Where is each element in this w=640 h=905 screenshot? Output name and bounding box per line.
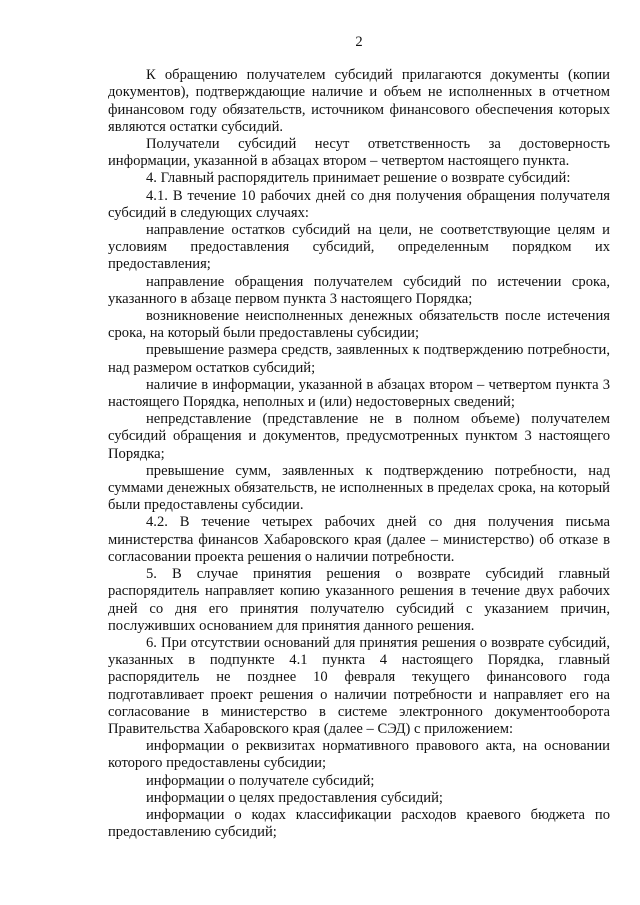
- paragraph-attachment-goals: информации о целях предоставления субсидий;: [146, 789, 443, 806]
- paragraph-attachment-recipient: информации о получателе субсидий;: [146, 772, 375, 789]
- paragraph-item-4-2: 4.2. В течение четырех рабочих дней со дня получения письма министерства финансов Хабаровского края (далее – министерство) об отказе в согласовании проекта решения о наличии потребности.: [108, 514, 610, 565]
- paragraph-case-sums: превышение сумм, заявленных к подтверждению потребности, над суммами денежных обязательств, не исполненных в пределах срока, на который были предоставлены субсидии.: [108, 462, 610, 514]
- paragraph-case-late: направление обращения получателем субсидий по истечении срока, указанного в абзаце первом пункта 3 настоящего Порядка;: [108, 273, 610, 307]
- paragraph-case-obligations: возникновение неисполненных денежных обязательств после истечения срока, на который были предоставлены субсидии;: [108, 308, 610, 342]
- paragraph-responsibility: Получатели субсидий несут ответственность за достоверность информации, указанной в абзацах втором – четвертом настоящего пункта.: [108, 136, 610, 170]
- page-number: 2: [355, 34, 363, 50]
- paragraph-case-incomplete: наличие в информации, указанной в абзацах втором – четвертом пункта 3 настоящего Порядка, неполных и (или) недостоверных сведений;: [108, 376, 610, 411]
- paragraph-item-6: 6. При отсутствии оснований для принятия решения о возврате субсидий, указанных в подпункте 4.1 пункта 4 настоящего Порядка, главный распорядитель не позднее 10 февраля текущего финансового года подготавливает проект решения о наличии потребности и направляет его на согласование в министерство в системе электронного документооборота Правительства Хабаровского края (далее – СЭД) с приложением:: [108, 634, 610, 737]
- document-body: [108, 67, 610, 841]
- paragraph-case-excess: превышение размера средств, заявленных к подтверждению потребности, над размером остатков субсидий;: [108, 342, 610, 376]
- paragraph-item-5: 5. В случае принятия решения о возврате субсидий главный распорядитель направляет копию указанного решения в течение двух рабочих дней со дня его принятия получателю субсидий с указанием причин, послуживших основанием для принятия данного решения.: [108, 566, 610, 634]
- paragraph-attachment-act: информации о реквизитах нормативного правового акта, на основании которого предоставлены субсидии;: [108, 738, 610, 772]
- paragraph-item-4-1: 4.1. В течение 10 рабочих дней со дня получения обращения получателя субсидий в следующих случаях:: [108, 187, 610, 221]
- paragraph-attachment-codes: информации о кодах классификации расходов краевого бюджета по предоставлению субсидий;: [108, 806, 610, 841]
- paragraph-item-4: 4. Главный распорядитель принимает решение о возврате субсидий:: [146, 170, 571, 187]
- paragraph-attachments: К обращению получателем субсидий прилагаются документы (копии документов), подтверждающие наличие и объем не исполненных в отчетном финансовом году обязательств, источником финансового обеспечения которых являются остатки субсидий.: [108, 67, 610, 135]
- paragraph-case-misuse: направление остатков субсидий на цели, не соответствующие целям и условиям предоставления субсидий, определенным порядком их предоставления;: [108, 222, 610, 273]
- paragraph-case-nonsubmission: непредставление (представление не в полном объеме) получателем субсидий обращения и документов, предусмотренных пунктом 3 настоящего Порядка;: [108, 411, 610, 462]
